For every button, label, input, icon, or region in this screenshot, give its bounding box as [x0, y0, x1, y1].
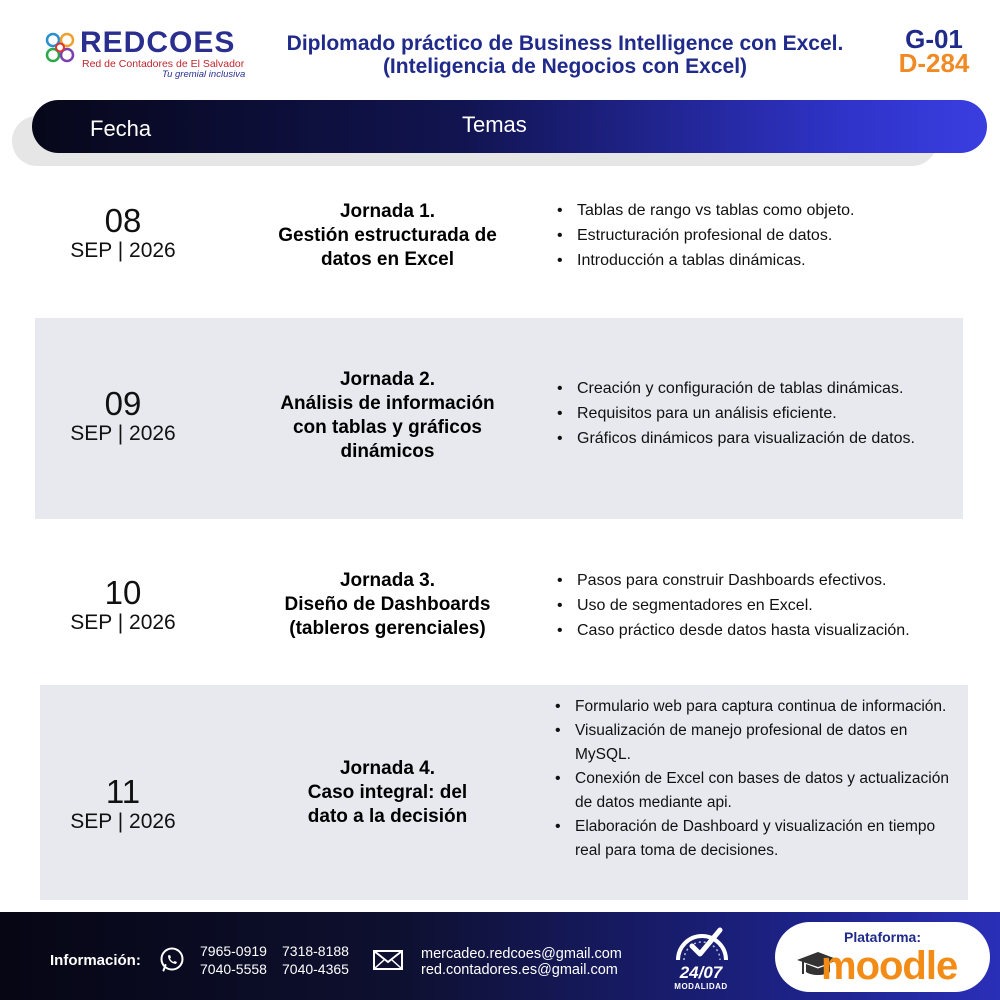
logo-name: REDCOES: [80, 26, 236, 59]
group-code: G-01: [905, 24, 963, 54]
platform-label: Plataforma:: [843, 929, 922, 945]
mail-icon: [372, 948, 404, 972]
phone-number[interactable]: 7040-5558: [200, 961, 267, 977]
session-date: [58, 575, 188, 635]
title-line-2: (Inteligencia de Negocios con Excel): [382, 55, 748, 78]
email-list: [421, 946, 622, 978]
session-title-line: Caso integral: del: [307, 782, 468, 803]
column-topics-label: Temas: [462, 112, 527, 137]
session-day: 08: [104, 202, 142, 239]
column-date-label: Fecha: [90, 116, 152, 141]
topic-item: • Caso práctico desde datos hasta visualización.: [555, 618, 965, 643]
session-title-line: Jornada 1.: [339, 201, 436, 222]
session-title: [250, 200, 525, 272]
topic-item: • Tablas de rango vs tablas como objeto.: [555, 198, 965, 223]
session-title-line: dinámicos: [340, 441, 435, 462]
logo-tagline: Tu gremial inclusiva: [162, 69, 246, 80]
title-line-1: Diplomado práctico de Business Intelligence con Excel.: [286, 32, 844, 55]
session-topics: [553, 695, 963, 863]
phone-number[interactable]: 7040-4365: [282, 961, 349, 977]
topic-item: • Creación y configuración de tablas dinámicas.: [555, 376, 965, 401]
topic-item: • Estructuración profesional de datos.: [555, 223, 965, 248]
session-date: [58, 203, 188, 263]
email-address[interactable]: red.contadores.es@gmail.com: [421, 962, 618, 978]
session-title-line: Diseño de Dashboards: [284, 594, 491, 615]
session-title-line: con tablas y gráficos: [292, 417, 482, 438]
phone-number[interactable]: 7318-8188: [282, 943, 349, 959]
session-topics: [555, 376, 965, 451]
session-month-year: SEP | 2026: [70, 422, 176, 445]
session-title: [250, 368, 525, 464]
phone-row: [200, 960, 364, 978]
topic-item: • Formulario web para captura continua de información.: [553, 695, 963, 719]
phone-numbers: [200, 942, 364, 978]
session-topics: [555, 198, 965, 273]
platform-badge: [775, 922, 990, 992]
topic-item: • Gráficos dinámicos para visualización de datos.: [555, 426, 965, 451]
session-month-year: SEP | 2026: [70, 611, 176, 634]
phone-number[interactable]: 7965-0919: [200, 943, 267, 959]
session-title: [250, 569, 525, 641]
availability-subtitle: MODALIDAD: [674, 982, 728, 991]
topic-item: • Elaboración de Dashboard y visualización en tiempo real para toma de decisiones.: [553, 815, 963, 863]
info-label: Información:: [50, 952, 141, 969]
session-date: [58, 386, 188, 446]
topic-item: • Pasos para construir Dashboards efectivos.: [555, 568, 965, 593]
session-title-line: Jornada 3.: [339, 570, 436, 591]
platform-name: moodle: [821, 944, 958, 988]
phone-row: [200, 942, 364, 960]
session-day: 11: [105, 773, 141, 810]
topic-item: • Introducción a tablas dinámicas.: [555, 248, 965, 273]
session-date: [58, 774, 188, 834]
topic-item: • Requisitos para un análisis eficiente.: [555, 401, 965, 426]
logo-icon: [42, 30, 78, 66]
session-month-year: SEP | 2026: [70, 810, 176, 833]
session-title-line: Jornada 4.: [339, 758, 436, 779]
page-title: [250, 32, 880, 78]
session-title: [250, 757, 525, 829]
diploma-code: D-284: [898, 48, 970, 78]
logo-subtitle: Red de Contadores de El Salvador: [82, 58, 245, 70]
email-address[interactable]: mercadeo.redcoes@gmail.com: [421, 946, 622, 962]
session-day: 09: [104, 385, 142, 422]
session-title-line: Gestión estructurada de: [278, 225, 497, 246]
whatsapp-icon: [158, 946, 186, 974]
session-topics: [555, 568, 965, 643]
clock-check-icon: [670, 918, 734, 964]
session-title-line: datos en Excel: [320, 249, 455, 270]
redcoes-logo: [42, 26, 246, 80]
topic-item: • Conexión de Excel con bases de datos y actualización de datos mediante api.: [553, 767, 963, 815]
topic-item: • Visualización de manejo profesional de datos en MySQL.: [553, 719, 963, 767]
session-title-line: Jornada 2.: [339, 369, 436, 390]
session-title-line: dato a la decisión: [307, 806, 468, 827]
session-title-line: (tableros gerenciales): [289, 618, 486, 639]
topic-item: • Uso de segmentadores en Excel.: [555, 593, 965, 618]
session-day: 10: [104, 574, 142, 611]
session-month-year: SEP | 2026: [70, 239, 176, 262]
session-title-line: Análisis de información: [280, 393, 495, 414]
availability-badge: 24/07: [679, 963, 723, 982]
